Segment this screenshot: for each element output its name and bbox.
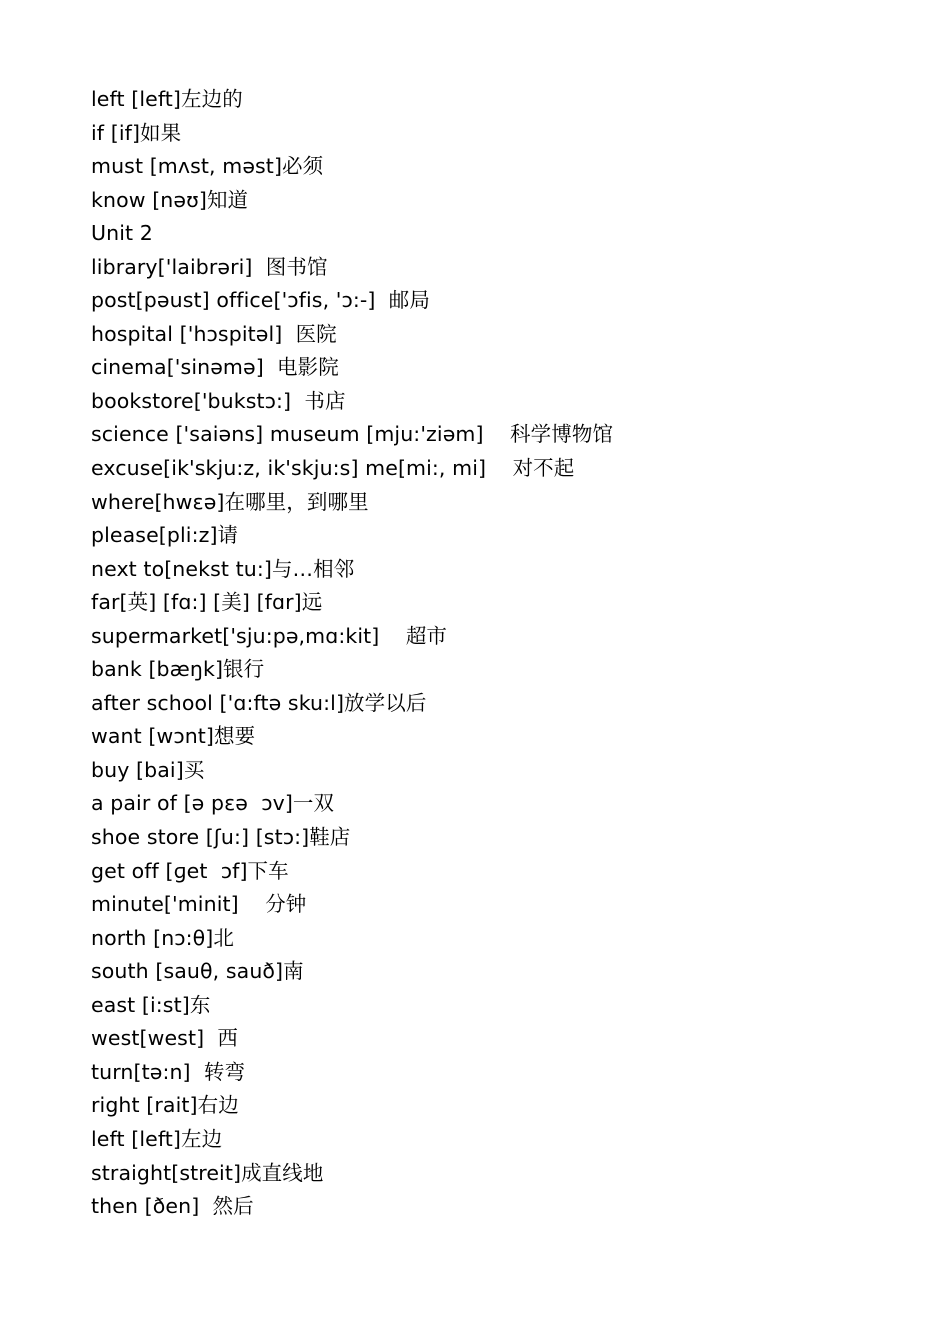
- vocab-line: west[west] 西: [91, 1026, 239, 1051]
- vocab-line: buy [bai]买: [91, 757, 205, 782]
- vocab-line: science ['saiəns] museum [mju:'ziəm] 科学博物馆: [91, 422, 614, 447]
- vocab-line: post[pəust] office['ɔfis, 'ɔ:-] 邮局: [91, 288, 430, 313]
- vocab-line: library['laibrəri] 图书馆: [91, 254, 328, 279]
- vocab-line: cinema['sinəmə] 电影院: [91, 355, 339, 380]
- vocab-line: east [i:st]东: [91, 992, 211, 1017]
- vocab-line: far[英] [fɑ:] [美] [fɑr]远: [91, 590, 323, 615]
- vocab-line: shoe store [ʃu:] [stɔ:]鞋店: [91, 825, 351, 850]
- vocab-line: after school ['ɑ:ftə sku:l]放学以后: [91, 690, 427, 715]
- vocab-line: turn[tə:n] 转弯: [91, 1059, 246, 1084]
- vocab-line: if [if]如果: [91, 120, 182, 145]
- vocab-line: know [nəʊ]知道: [91, 187, 249, 212]
- vocab-line: please[pli:z]请: [91, 523, 239, 548]
- vocab-line: minute['minit] 分钟: [91, 892, 307, 917]
- vocab-line: must [mʌst, məst]必须: [91, 154, 324, 179]
- vocab-line: left [left]左边的: [91, 87, 243, 111]
- vocab-line: then [ðen] 然后: [91, 1194, 254, 1219]
- vocab-line: left [left]左边: [91, 1126, 223, 1151]
- vocab-line: where[hwεə]在哪里，到哪里: [91, 489, 369, 514]
- vocab-line: next to[nekst tu:]与…相邻: [91, 556, 355, 581]
- vocab-line: north [nɔ:θ]北: [91, 925, 235, 950]
- vocab-line: bank [bæŋk]银行: [91, 657, 265, 682]
- vocab-line: bookstore['bukstɔ:] 书店: [91, 388, 346, 413]
- vocab-line: want [wɔnt]想要: [91, 724, 256, 749]
- vocab-line: supermarket['sju:pə,mɑ:kit] 超市: [91, 623, 448, 648]
- vocab-line: right [rait]右边: [91, 1093, 239, 1118]
- unit-heading: Unit 2: [91, 221, 153, 246]
- vocab-line: excuse[ik'skju:z, ik'skju:s] me[mi:, mi] 对不起: [91, 456, 575, 481]
- vocabulary-list: [91, 83, 911, 1224]
- vocab-line: south [sauθ, sauð]南: [91, 959, 304, 984]
- vocab-line: hospital ['hɔspitəl] 医院: [91, 321, 337, 346]
- vocab-line: get off [ɡet ɔf]下车: [91, 858, 289, 883]
- vocab-line: a pair of [ə pεə ɔv]一双: [91, 791, 335, 816]
- vocab-line: straight[streit]成直线地: [91, 1160, 324, 1185]
